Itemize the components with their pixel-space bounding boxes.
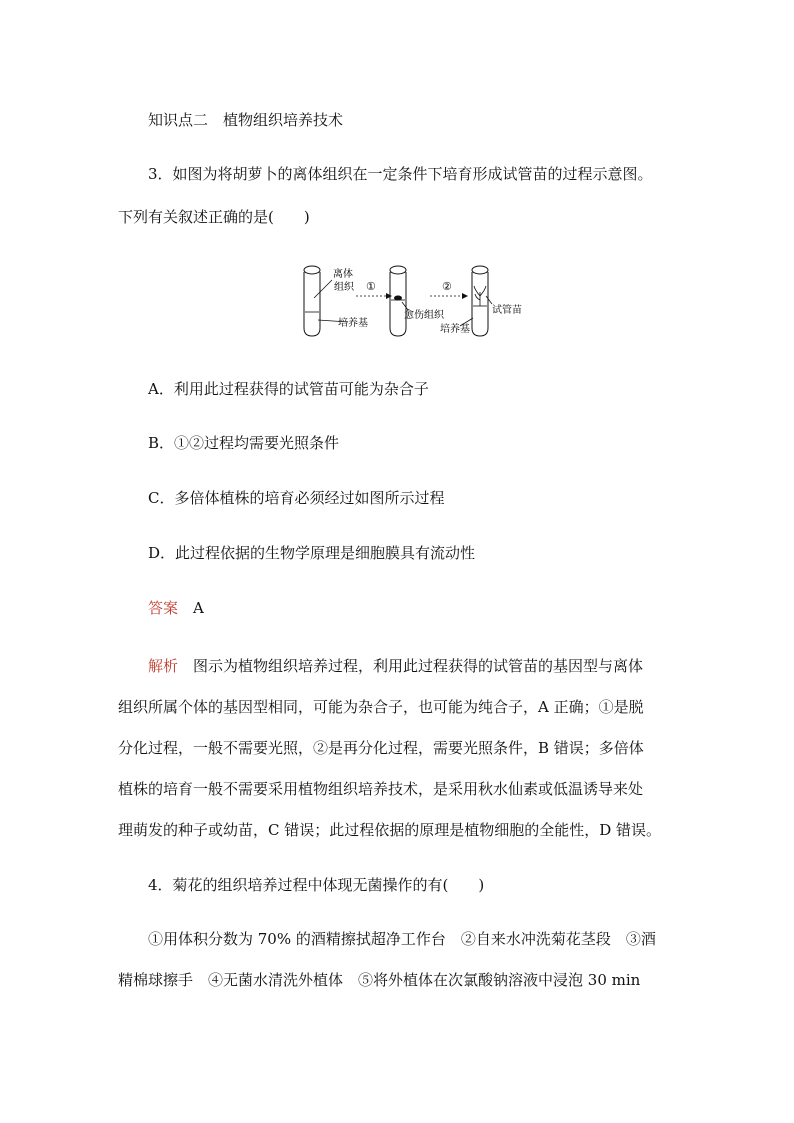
answer-value: A: [193, 599, 204, 617]
answer-row: [148, 598, 204, 618]
option-c: C．多倍体植株的培育必须经过如图所示过程: [148, 489, 445, 507]
question-3-stem-line-1: 3．如图为将胡萝卜的离体组织在一定条件下培育形成试管苗的过程示意图。: [148, 165, 653, 183]
seedling-icon: [474, 286, 486, 306]
option-a: A．利用此过程获得的试管苗可能为杂合子: [148, 380, 429, 398]
arrow-head-1: [386, 293, 392, 299]
label-isolated-tissue-1: 离体: [333, 269, 353, 280]
answer-label: 答案: [148, 599, 179, 617]
callus-icon: [394, 296, 402, 301]
analysis-line-2: 组织所属个体的基因型相同，可能为杂合子，也可能为纯合子，A 正确；①是脱: [118, 698, 644, 716]
test-tube-3: [472, 266, 488, 336]
label-step-1: ①: [366, 280, 376, 293]
analysis-line-4: 植株的培育一般不需要采用植物组织培养技术，是采用秋水仙素或低温诱导来处: [118, 780, 644, 798]
label-callus: 愈伤组织: [404, 310, 444, 321]
label-seedling: 试管苗: [492, 305, 522, 316]
label-medium-2: 培养基: [440, 324, 470, 335]
section-title: 知识点二 植物组织培养技术: [148, 111, 344, 129]
analysis-label: 解析: [148, 657, 179, 675]
option-b: B．①②过程均需要光照条件: [148, 434, 340, 452]
question-3-stem-line-2: 下列有关叙述正确的是( ): [118, 208, 310, 226]
option-d: D．此过程依据的生物学原理是细胞膜具有流动性: [148, 544, 476, 562]
question-4-items-line-2: 精棉球擦手 ④无菌水清洗外植体 ⑤将外植体在次氯酸钠溶液中浸泡 30 min: [118, 971, 641, 989]
test-tube-2: [390, 266, 406, 336]
test-tube-process-diagram: [290, 258, 540, 348]
question-4-items-line-1: ①用体积分数为 70% 的酒精擦拭超净工作台 ②自来水冲洗菊花茎段 ③酒: [148, 930, 656, 948]
analysis-line-3: 分化过程，一般不需要光照，②是再分化过程，需要光照条件，B 错误；多倍体: [118, 739, 644, 757]
arrow-head-2: [462, 293, 468, 299]
label-step-2: ②: [442, 280, 452, 293]
test-tube-1: [304, 266, 320, 336]
analysis-line-5: 理萌发的种子或幼苗，C 错误；此过程依据的原理是植物细胞的全能性，D 错误。: [118, 821, 662, 839]
label-isolated-tissue-2: 组织: [334, 282, 354, 293]
question-4-stem: 4．菊花的组织培养过程中体现无菌操作的有( ): [148, 876, 485, 894]
leader-line-isolated-tissue: [314, 280, 332, 298]
analysis-text-1: 图示为植物组织培养过程，利用此过程获得的试管苗的基因型与离体: [193, 657, 644, 675]
analysis-line-1: [148, 656, 643, 676]
label-medium-1: 培养基: [338, 318, 368, 329]
